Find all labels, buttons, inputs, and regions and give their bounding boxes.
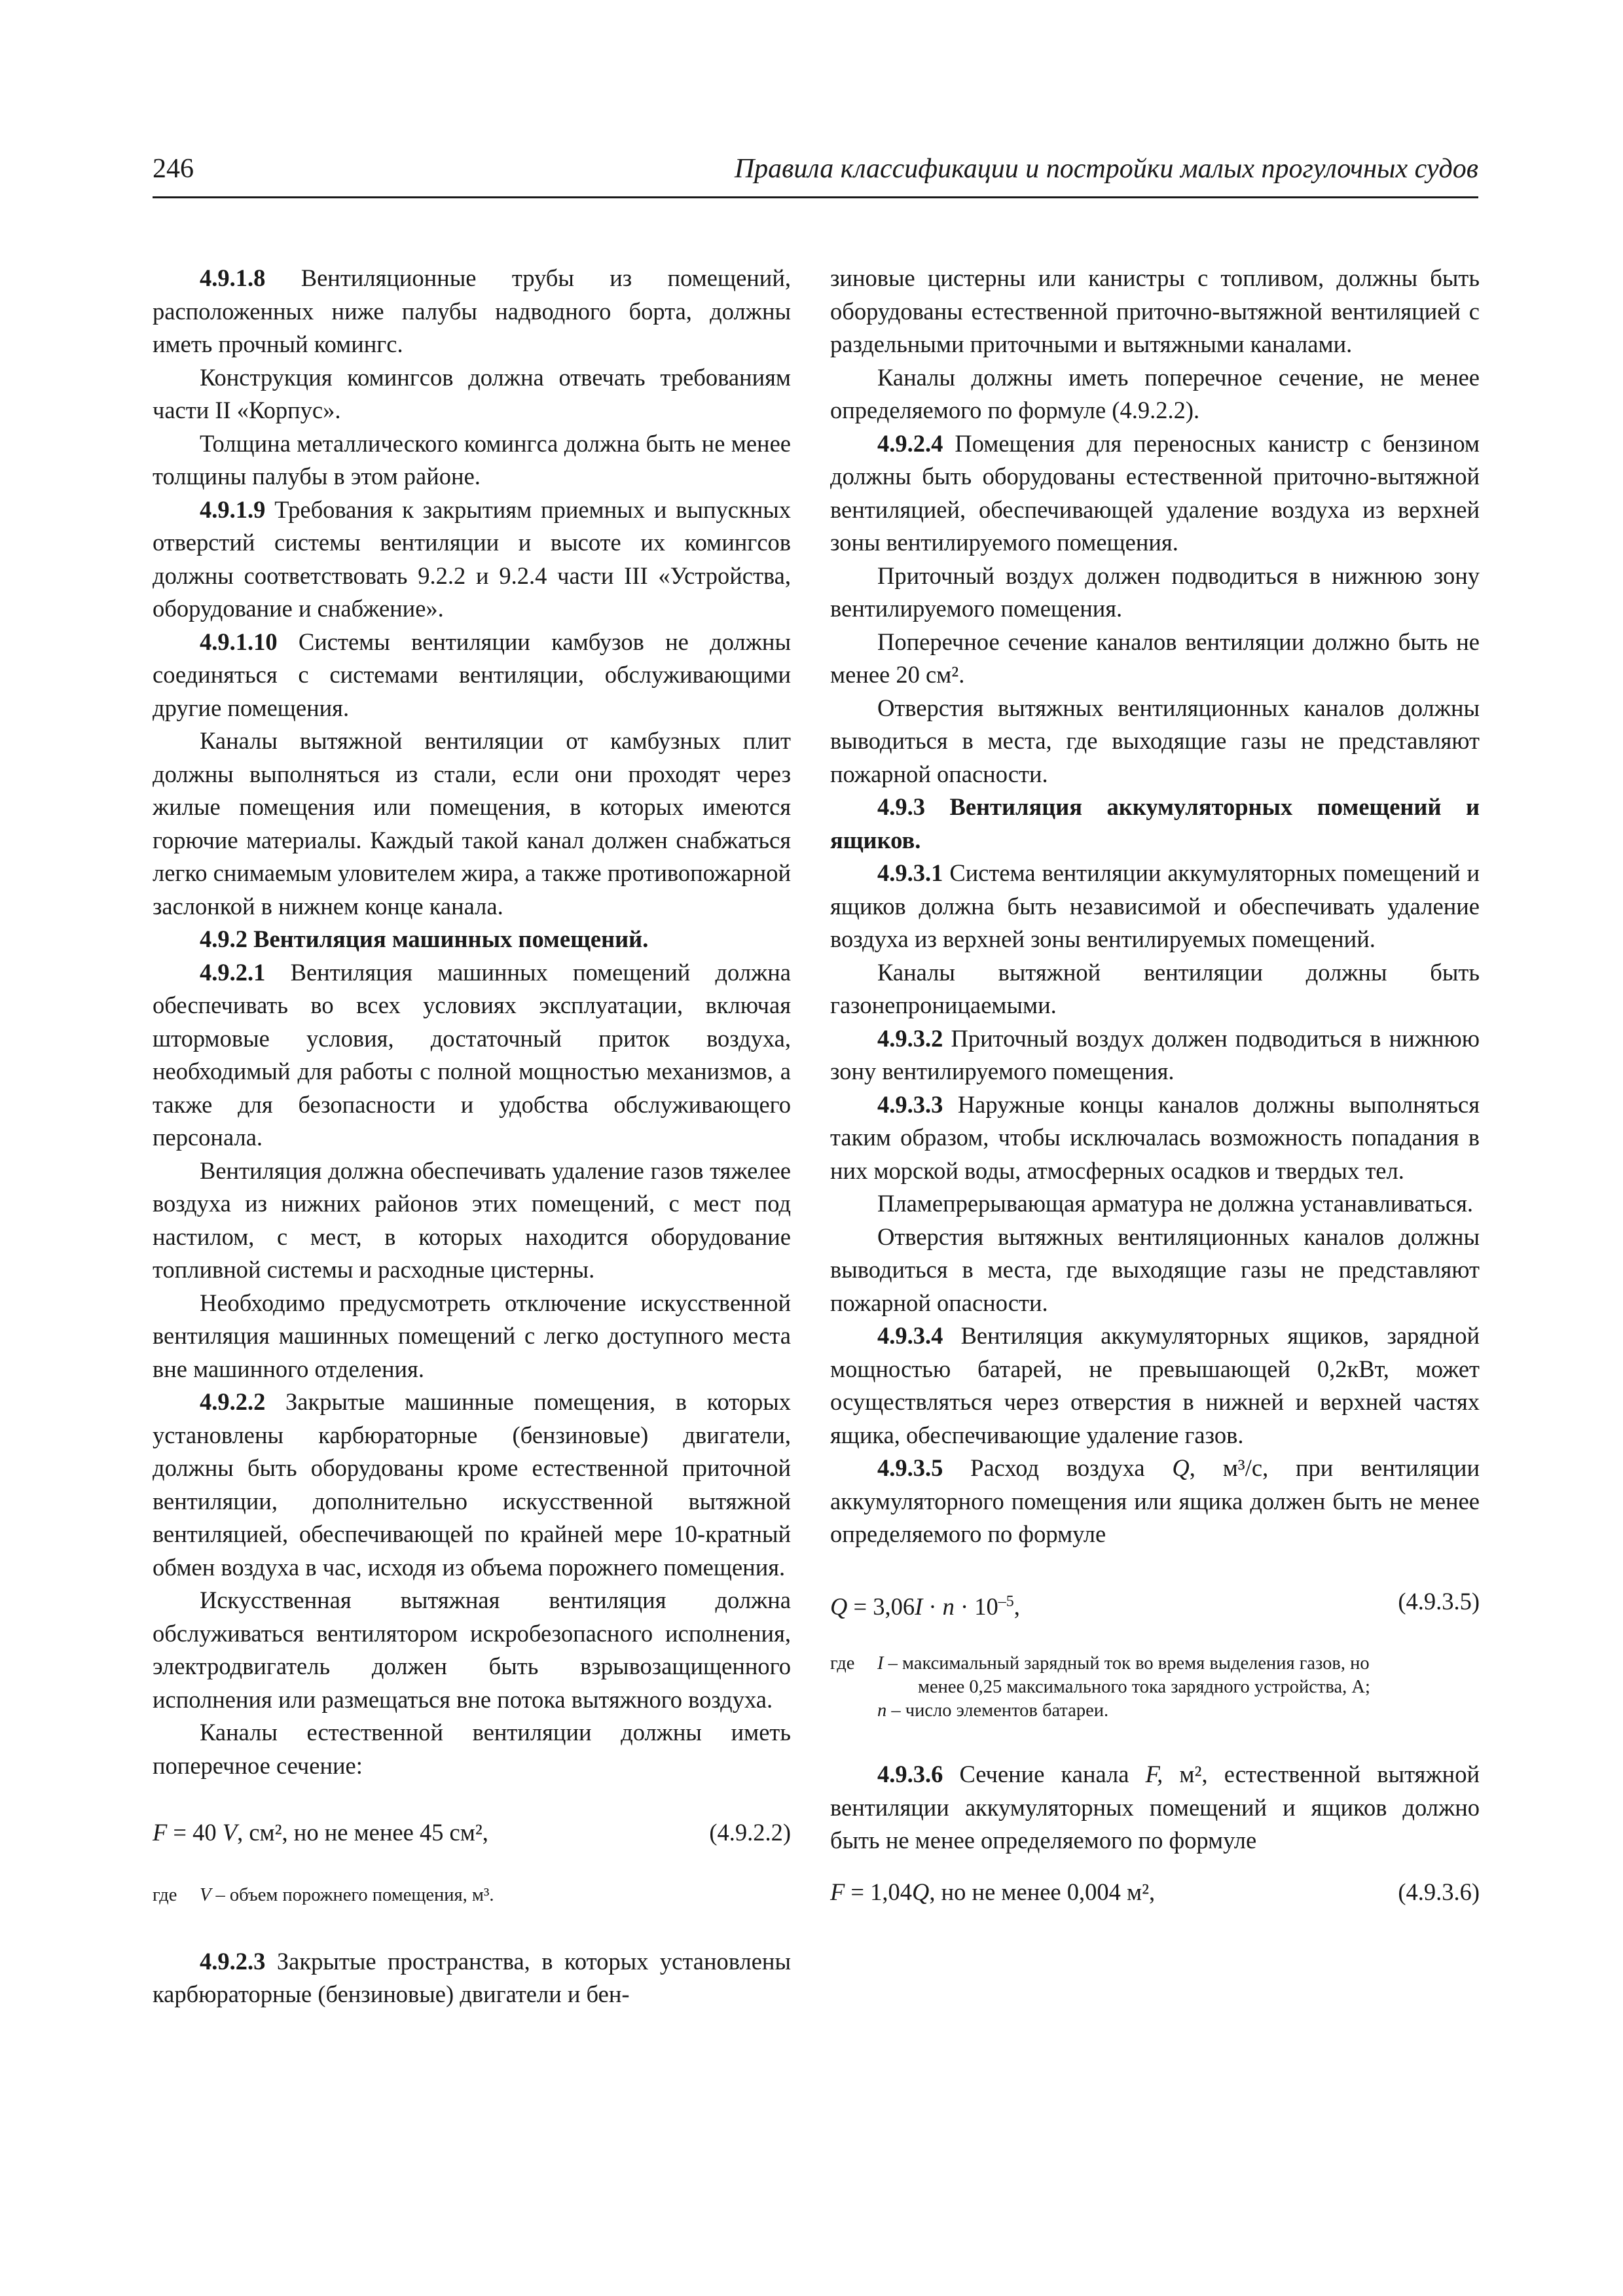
paragraph: зиновые цистерны или канистры с топливом, должны быть оборудованы естественной приточно-вытяжной вентиляцией с раздельными приточными и вытяжными каналами. bbox=[830, 264, 1480, 357]
clause-number: 4.9.2.2 bbox=[200, 1388, 266, 1415]
paragraph-text: Вентиляция аккумуляторных ящиков, зарядной мощностью батарей, не превышающей 0,2кВт, может осуществляться через отверстия в нижней и верхней частях ящика, обеспечивающие удаление газов. bbox=[830, 1322, 1480, 1448]
paragraph bbox=[153, 626, 791, 725]
paragraph: Отверстия вытяжных вентиляционных каналов должны выводиться в места, где выходящие газы не представляют пожарной опасности. bbox=[830, 1223, 1480, 1316]
page-number: 246 bbox=[153, 154, 194, 184]
paragraph bbox=[830, 857, 1480, 956]
paragraph-text: Вентиляция машинных помещений должна обеспечивать во всех условиях эксплуатации, включая штормовые условия, достаточный приток воздуха, необходимый для работы с полной мощностью механизмов, а также для безопасности и удобства обслуживающего персонала. bbox=[153, 958, 791, 1151]
paragraph: Толщина металлического комингса должна быть не менее толщины палубы в этом районе. bbox=[153, 429, 791, 490]
paragraph bbox=[153, 262, 791, 361]
right-column bbox=[830, 262, 1480, 1943]
formula bbox=[830, 1585, 1480, 1619]
clause-number: 4.9.2.1 bbox=[200, 958, 266, 986]
paragraph: Пламепрерывающая арматура не должна устанавливаться. bbox=[877, 1190, 1474, 1217]
clause-number: 4.9.1.10 bbox=[200, 628, 278, 655]
clause-number: 4.9.2.4 bbox=[877, 429, 943, 457]
paragraph: 4.9.3.6 Сечение канала F, м², естественной вытяжной вентиляции аккумуляторных помещений и ящиков должно быть не менее определяемого по формуле bbox=[830, 1761, 1480, 1854]
paragraph-text: Наружные концы каналов должны выполняться таким образом, чтобы исключалась возможность попадания в них морской воды, атмосферных осадков и твердых тел. bbox=[830, 1090, 1480, 1184]
paragraph: 4.9.3.5 Расход воздуха Q, м³/с, при вентиляции аккумуляторного помещения или ящика должен быть не менее определяемого по формуле bbox=[830, 1454, 1480, 1547]
paragraph: Каналы вытяжной вентиляции должны быть газонепроницаемыми. bbox=[830, 958, 1480, 1018]
section-heading: 4.9.3 Вентиляция аккумуляторных помещений и ящиков. bbox=[830, 793, 1480, 853]
paragraph bbox=[830, 427, 1480, 560]
page-header bbox=[153, 152, 1478, 192]
paragraph-text: Системы вентиляции камбузов не должны соединяться с системами вентиляции, обслуживающими другие помещения. bbox=[153, 628, 791, 721]
paragraph bbox=[830, 1319, 1480, 1452]
formula-expression: $Q = 3,06I \cdot n \cdot 10^{-5}$, bbox=[830, 1592, 1020, 1620]
paragraph: Каналы вытяжной вентиляции от камбузных плит должны выполняться из стали, если они проходят через жилые помещения или помещения, в которых имеются горючие материалы. Каждый такой канал должен снабжаться легко снимаемым уловителем жира, а также противопожарной заслонкой в нижнем конце канала. bbox=[153, 727, 791, 920]
section-heading: 4.9.2 Вентиляция машинных помещений. bbox=[200, 925, 649, 952]
clause-number: 4.9.3.1 bbox=[877, 859, 943, 886]
clause-number: 4.9.3.4 bbox=[877, 1322, 943, 1349]
paragraph: Отверстия вытяжных вентиляционных каналов должны выводиться в места, где выходящие газы не представляют пожарной опасности. bbox=[830, 694, 1480, 787]
clause-number: 4.9.3.3 bbox=[877, 1090, 943, 1118]
clause-number: 4.9.1.8 bbox=[200, 264, 266, 291]
paragraph: Каналы должны иметь поперечное сечение, не менее определяемого по формуле (4.9.2.2). bbox=[830, 363, 1480, 423]
paragraph-text: Закрытые машинные помещения, в которых установлены карбюраторные (бензиновые) двигатели, должны быть оборудованы кроме естественной приточной вентиляции, дополнительно искусственной вытяжной вентиляцией, обеспечивающей по крайней мере 10-кратный обмен воздуха в час, исходя из объема порожнего помещения. bbox=[153, 1388, 791, 1581]
clause-number: 4.9.3.5 bbox=[877, 1454, 943, 1481]
formula-note: где V – объем порожнего помещения, м³. bbox=[153, 1884, 494, 1905]
paragraph: Конструкция комингсов должна отвечать требованиям части II «Корпус». bbox=[153, 363, 791, 423]
paragraph: Искусственная вытяжная вентиляция должна обслуживаться вентилятором искробезопасного исполнения, электродвигатель должен быть взрывозащищенного исполнения или размещаться вне потока вытяжного воздуха. bbox=[153, 1587, 791, 1713]
formula-expression: F = 1,04Q, но не менее 0,004 м², bbox=[830, 1878, 1156, 1905]
paragraph: Вентиляция должна обеспечивать удаление газов тяжелее воздуха из нижних районов этих помещений, с мест под настилом, с мест, в которых находится оборудование топливной системы и расходные цистерны. bbox=[153, 1157, 791, 1283]
formula bbox=[830, 1876, 1480, 1909]
paragraph-text: Требования к закрытиям приемных и выпускных отверстий системы вентиляции и высоте их комингсов должны соответствовать 9.2.2 и 9.2.4 части III «Устройства, оборудование и снабжение». bbox=[153, 495, 791, 622]
paragraph: Каналы естественной вентиляции должны иметь поперечное сечение: bbox=[153, 1719, 791, 1779]
paragraph-text: Вентиляционные трубы из помещений, расположенных ниже палубы надводного борта, должны иметь прочный комингс. bbox=[153, 264, 791, 357]
paragraph bbox=[153, 956, 791, 1155]
clause-number: 4.9.1.9 bbox=[200, 495, 266, 523]
paragraph bbox=[830, 1022, 1480, 1088]
formula bbox=[153, 1816, 791, 1850]
clause-number: 4.9.3.2 bbox=[877, 1024, 943, 1052]
running-title: Правила классификации и постройки малых прогулочных судов bbox=[734, 154, 1478, 184]
clause-number: 4.9.3.6 bbox=[877, 1761, 943, 1787]
paragraph-text: Система вентиляции аккумуляторных помещений и ящиков должна быть независимой и обеспечивать удаление воздуха из верхней зоны вентилируемых помещений. bbox=[830, 859, 1480, 952]
left-column bbox=[153, 262, 791, 2011]
paragraph bbox=[153, 493, 791, 626]
formula-number: (4.9.3.5) bbox=[1398, 1587, 1480, 1615]
formula-number: (4.9.2.2) bbox=[709, 1819, 791, 1846]
paragraph-text: Приточный воздух должен подводиться в нижнюю зону вентилируемого помещения. bbox=[830, 1024, 1480, 1085]
paragraph: Поперечное сечение каналов вентиляции должно быть не менее 20 см². bbox=[830, 628, 1480, 688]
header-rule bbox=[153, 196, 1478, 198]
paragraph bbox=[830, 1088, 1480, 1188]
paragraph: Необходимо предусмотреть отключение искусственной вентиляция машинных помещений с легко доступного места вне машинного отделения. bbox=[153, 1289, 791, 1382]
paragraph-text: Помещения для переносных канистр с бензином должны быть оборудованы естественной приточно-вытяжной вентиляцией, обеспечивающей удаление воздуха из верхней зоны вентилируемого помещения. bbox=[830, 429, 1480, 556]
formula-note: где I – максимальный зарядный ток во время выделения газов, но менее 0,25 максимального тока зарядного устройства, А; n – число элементов батареи. bbox=[830, 1653, 1370, 1721]
paragraph bbox=[153, 1945, 791, 2011]
paragraph: Приточный воздух должен подводиться в нижнюю зону вентилируемого помещения. bbox=[830, 562, 1480, 622]
paragraph bbox=[153, 1386, 791, 1584]
formula-number: (4.9.3.6) bbox=[1398, 1878, 1480, 1905]
paragraph-text: Закрытые пространства, в которых установлены карбюраторные (бензиновые) двигатели и бен- bbox=[153, 1947, 791, 2007]
formula-expression: F = 40 V, см², но не менее 45 см², bbox=[153, 1819, 488, 1846]
clause-number: 4.9.2.3 bbox=[200, 1947, 266, 1975]
